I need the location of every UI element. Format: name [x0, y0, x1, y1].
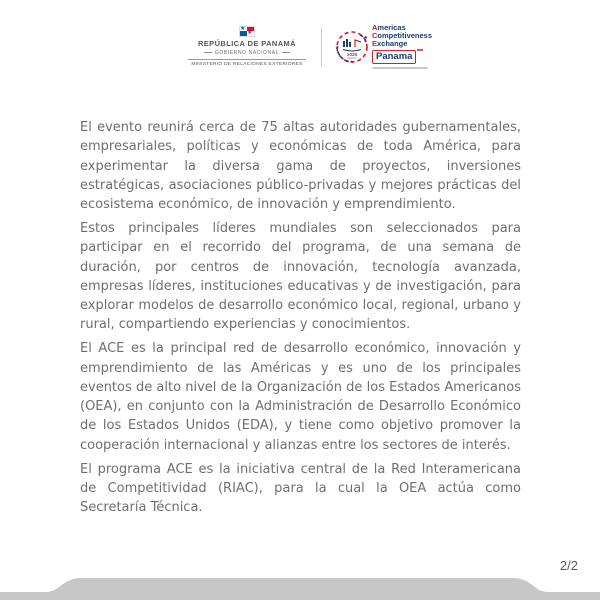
paragraph-3: El ACE es la principal red de desarrollo económico, innovación y emprendimiento de las Américas y es uno de los principales eventos de alto nivel de la Organización de los Estados Americanos (OEA), en conjunto con la Administración de Desarrollo Económico de los Estados Unidos (EDA), y tiene como objetivo promover la cooperación internacional y alianzas entre los sectores de interés.	[80, 341, 521, 453]
flag-red-star-icon: ★	[246, 30, 253, 36]
header	[0, 24, 600, 69]
ace-initial-a: A	[371, 23, 378, 32]
ace-rest-exchange: xchange	[377, 39, 408, 48]
ace-emblem-icon	[335, 30, 369, 64]
ace-rest-competitiveness: ompetitiveness	[377, 31, 433, 40]
ace-rest-americas: mericas	[377, 23, 406, 32]
document-body	[80, 118, 521, 522]
flag-quadrant-white-blue-star	[240, 27, 247, 32]
ace-logo	[335, 24, 432, 69]
gov-logo-rule	[188, 59, 306, 60]
dash-decoration	[204, 52, 212, 53]
ace-country-badge: Panama	[372, 50, 416, 64]
gov-logo-government-row	[201, 50, 293, 56]
flag-quadrant-white-red-star	[247, 31, 254, 36]
ace-initial-c: C	[371, 31, 378, 40]
svg-text:★: ★	[349, 59, 354, 64]
panama-government-logo	[186, 27, 308, 67]
ace-accent-mark	[417, 49, 423, 51]
page-number: 2/2	[559, 558, 578, 573]
ace-word-exchange	[372, 40, 407, 48]
footer-ribbon	[0, 578, 600, 600]
ace-logo-text	[372, 24, 432, 69]
gov-logo-ministry: MINISTERIO DE RELACIONES EXTERIORES	[191, 61, 303, 67]
ace-initial-e: E	[371, 39, 377, 48]
svg-text:★: ★	[363, 34, 368, 41]
ace-emblem-year: 2025	[346, 51, 357, 57]
flag-blue-star-icon: ★	[239, 25, 246, 32]
svg-text:★: ★	[334, 44, 340, 51]
dash-decoration	[282, 52, 290, 53]
gov-logo-government: GOBIERNO NACIONAL	[214, 49, 280, 56]
paragraph-4: El programa ACE es la iniciativa central de la Red Interamericana de Competitividad (RIAC), para la cual la OEA actúa como Secretaría Técnica.	[80, 461, 521, 516]
panama-flag-icon	[240, 27, 254, 36]
ace-tagline-placeholder	[372, 67, 428, 70]
header-divider	[321, 28, 322, 66]
paragraph-1: El evento reunirá cerca de 75 altas autoridades gubernamentales, empresariales, políticas y económicas de toda América, para experimentar la diversa gama de proyectos, inversiones estratégicas, asociaciones público-privadas y mejores prácticas del ecosistema económico, de innovación y emprendimiento.	[80, 120, 521, 213]
flag-quadrant-blue	[240, 31, 247, 36]
gov-logo-country: REPÚBLICA DE PANAMÁ	[197, 38, 296, 48]
paragraph-2: Estos principales líderes mundiales son seleccionados para participar en el recorrido del programa, de una semana de duración, por centros de innovación, tecnología avanzada, empresas líderes, instituciones educativas y de investigación, para explorar modelos de desarrollo económico local, regional, urbano y rural, compartiendo experiencias y conocimientos.	[80, 220, 521, 333]
